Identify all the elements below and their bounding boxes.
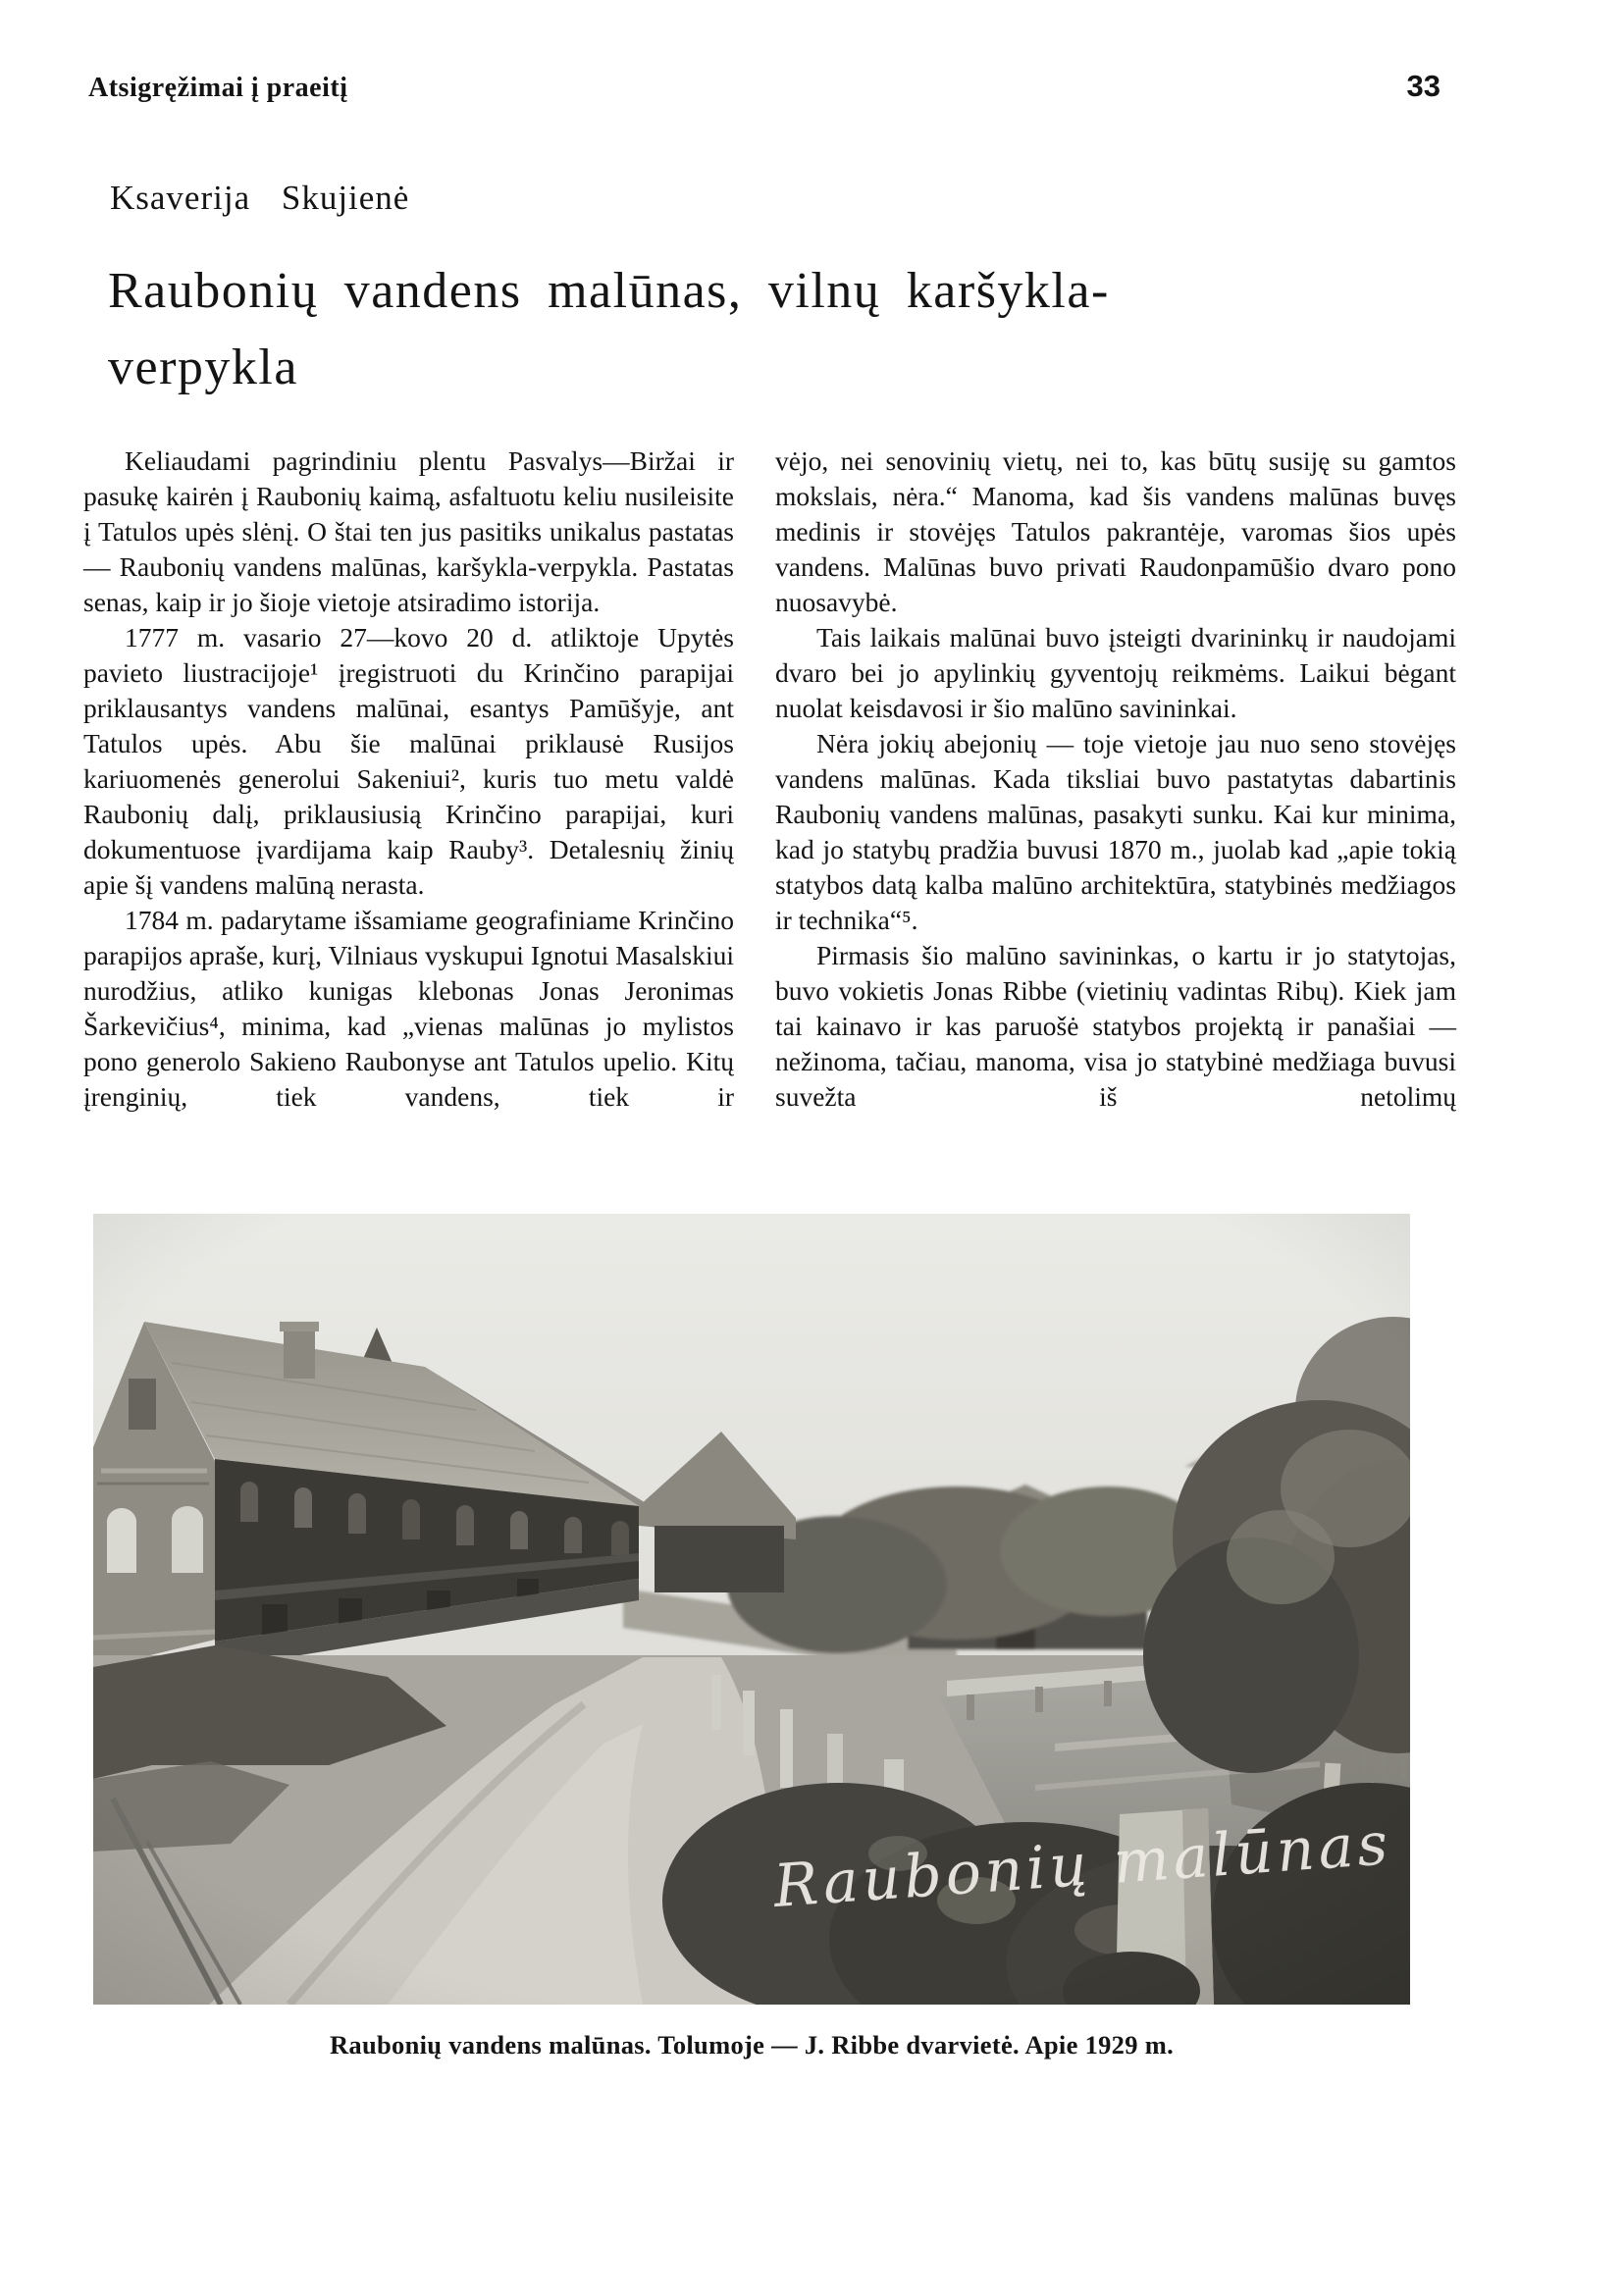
article-body (83, 443, 1456, 1115)
column-left (83, 443, 734, 1115)
mill-photo (93, 1214, 1410, 2005)
paragraph: Tais laikais malūnai buvo įsteigti dvarininkų ir naudojami dvaro bei jo apylinkių gyventojų reikmėms. Laikui bėgant nuolat keisdavosi ir šio malūno savininkai. (775, 622, 1456, 723)
paragraph: 1777 m. vasario 27—kovo 20 d. atliktoje Upytės pavieto liustracijoje¹ įregistruoti du Krinčino parapijai priklausantys vandens malūnai, esantys Pamūšyje, ant Tatulos upės. Abu šie malūnai priklausė Rusijos kariuomenės generolui Sakeniui², kuris tuo metu valdė Raubonių dalį, priklausiusią Krinčino parapijai, kuri dokumentuose įvardijama kaip Rauby³. Detalesnių žinių apie šį vandens malūną nerasta. (83, 622, 734, 900)
paragraph: 1784 m. padarytame išsamiame geografiniame Krinčino parapijos apraše, kurį, Vilniaus vyskupui Ignotui Masalskiui nurodžius, atliko kunigas klebonas Jonas Jeronimas Šarkevičius⁴, minima, kad „vienas malūnas jo mylistos pono generolo Sakieno Raubonyse ant Tatulos upelio. Kitų įrenginių, tiek vandens, tiek ir (83, 905, 734, 1112)
photo-caption: Raubonių vandens malūnas. Tolumoje — J. Ribbe dvarvietė. Apie 1929 m. (329, 2030, 1174, 2060)
article-title (108, 253, 1462, 406)
paragraph: vėjo, nei senovinių vietų, nei to, kas būtų susiję su gamtos mokslais, nėra.“ Manoma, kad šis vandens malūnas buvęs medinis ir stovėjęs Tatulos pakrantėje, varomas šios upės vandens. Malūnas buvo privati Raudonpamūšio dvaro pono nuosavybė. (775, 445, 1456, 617)
page-number: 33 (1406, 69, 1441, 103)
photo-figure (93, 1214, 1410, 2060)
author-name: Ksaverija Skujienė (110, 179, 410, 217)
article-title-line-2: verpykla (108, 339, 298, 395)
section-title: Atsigręžimai į praeitį (88, 73, 348, 103)
paragraph: Keliaudami pagrindiniu plentu Pasvalys—Biržai ir pasukę kairėn į Raubonių kaimą, asfaltuotu keliu nusileisite į Tatulos upės slėnį. O štai ten jus pasitiks unikalus pastatas — Raubonių vandens malūnas, karšykla-verpykla. Pastatas senas, kaip ir jo šioje vietoje atsiradimo istorija. (83, 445, 734, 617)
paragraph: Nėra jokių abejonių — toje vietoje jau nuo seno stovėjęs vandens malūnas. Kada tiksliai buvo pastatytas dabartinis Raubonių vandens malūnas, pasakyti sunku. Kai kur minima, kad jo statybų pradžia buvusi 1870 m., juolab kad „apie tokią statybos datą kalba malūno architektūra, statybinės medžiagos ir technika“⁵. (775, 728, 1456, 935)
photo-vignette (93, 1214, 1410, 2005)
column-right (775, 443, 1456, 1115)
article-title-line-1: Raubonių vandens malūnas, vilnų karšykla- (108, 263, 1110, 319)
page-header (88, 69, 1441, 104)
paragraph: Pirmasis šio malūno savininkas, o kartu ir jo statytojas, buvo vokietis Jonas Ribbe (vietinių vadintas Ribų). Kiek jam tai kainavo ir kas paruošė statybos projektą ir panašiai — nežinoma, tačiau, manoma, visa jo statybinė medžiaga buvusi suvežta iš netolimų (775, 940, 1456, 1112)
